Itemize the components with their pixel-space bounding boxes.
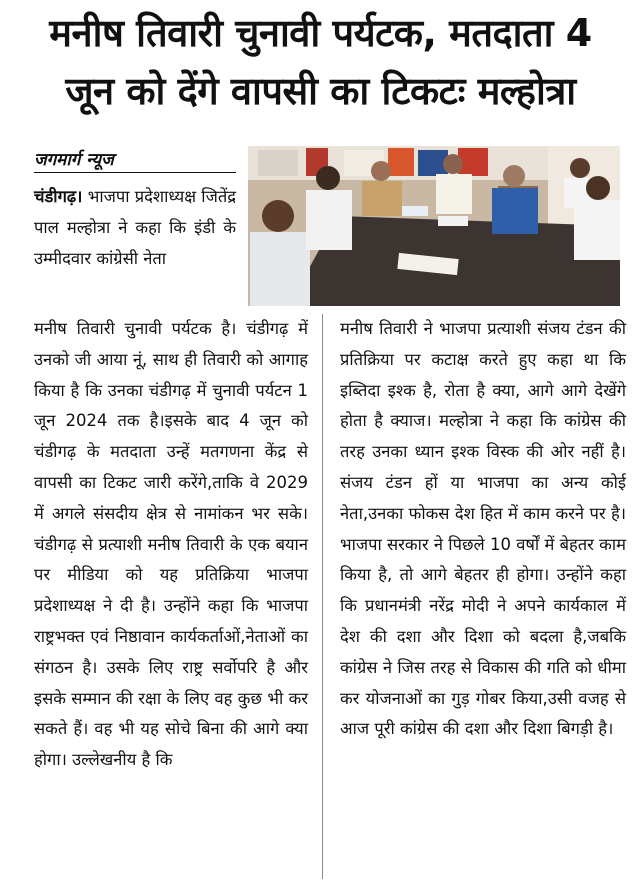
article-column-right: मनीष तिवारी ने भाजपा प्रत्याशी संजय टंडन की प्रतिक्रिया पर कटाक्ष करते हुए कहा था कि इब्तिदा इश्क है, रोता है क्या, आगे आगे देखेंगे होता है क्याज। मल्होत्रा ने कहा कि कांग्रेस की तरह उनका ध्यान इश्क विस्क की ओर नहीं है। संजय टंडन हों या भाजपा का अन्य कोई नेता,उनका फोकस देश हित में काम करने पर है। भाजपा सरकार ने पिछले 10 वर्षों में बेहतर काम किया है, तो आगे बेहतर ही होगा। उन्होंने कहा कि प्रधानमंत्री नरेंद्र मोदी ने अपने कार्यकाल में देश की दशा और दिशा को बदला है,जबकि कांग्रेस ने जिस तरह से विकास की गति को धीमा कर योजनाओं का गुड़ गोबर किया,उसी वजह से आज पूरी कांग्रेस की दशा और दिशा बिगड़ी है। — [340, 319, 626, 739]
headline-line-2: जून को देंगे वापसी का टिकटः मल्होत्रा — [65, 69, 576, 113]
headline-line-1: मनीष तिवारी चुनावी पर्यटक, मतदाता 4 — [49, 11, 592, 55]
byline: जगमार्ग न्यूज — [34, 147, 236, 173]
article-column-left: मनीष तिवारी चुनावी पर्यटक है। चंडीगढ़ में उनको जी आया नूं, साथ ही तिवारी को आगाह किया है कि उनका चंडीगढ़ में चुनावी पर्यटन 1 जून 2024 तक है।इसके बाद 4 जून को चंडीगढ़ के मतदाता उन्हें मतगणना केंद्र से वापसी का टिकट जारी करेंगे,ताकि वे 2029 में अगले संसदीय क्षेत्र से नामांकन भर सके। चंडीगढ़ से प्रत्याशी मनीष तिवारी के एक बयान पर मीडिया को यह प्रतिक्रिया भाजपा प्रदेशाध्यक्ष ने दी है। उन्होंने कहा कि भाजपा राष्ट्रभक्त एवं निष्ठावान कार्यकर्ताओं,नेताओं का संगठन है। उसके लिए राष्ट्र सर्वोपरि है और इसके सम्मान की रक्षा के लिए वह कुछ भी कर सकते हैं। वह भी यह सोचे बिना की आगे क्या होगा। उल्लेखनीय है कि — [34, 319, 308, 770]
article-lead — [34, 182, 236, 274]
column-divider — [322, 314, 323, 879]
headline — [8, 4, 633, 120]
dateline: चंडीगढ़। — [34, 187, 83, 206]
lead-text: भाजपा प्रदेशाध्यक्ष जितेंद्र पाल मल्होत्रा ने कहा कि इंडी के उम्मीदवार कांग्रेसी नेता — [34, 187, 236, 268]
news-photo — [248, 146, 620, 306]
meeting-photo-illustration — [248, 146, 620, 306]
